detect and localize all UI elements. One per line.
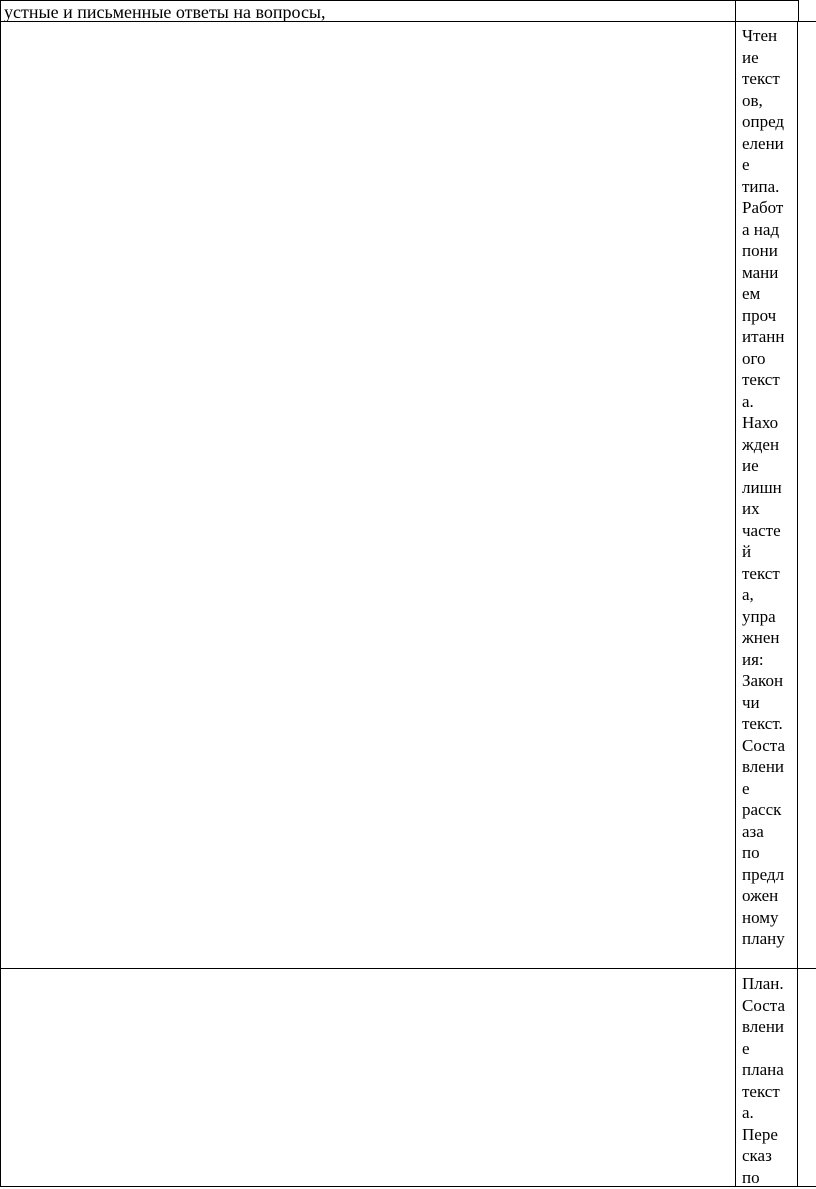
cell-line: лишн — [742, 477, 782, 497]
cell-line: по — [742, 1167, 760, 1187]
cell-line: плану — [742, 929, 785, 948]
cell-line: текст — [742, 69, 780, 88]
cell-line: жден — [742, 434, 780, 454]
cell-line: сказ — [742, 1146, 772, 1165]
cell-line: ожен — [742, 886, 779, 905]
cell-line: расск — [742, 800, 782, 819]
row1-text: устные и письменные ответы на вопросы, — [4, 2, 326, 22]
column-divider-2-top — [798, 0, 799, 22]
cell-line: Чтен — [742, 26, 778, 45]
cell-line: текст — [742, 563, 780, 583]
cell-line: жнен — [742, 628, 780, 647]
table-border-top — [0, 0, 799, 1]
cell-line: ов, — [742, 90, 763, 110]
cell-line: а. — [742, 391, 754, 411]
cell-line: текст — [742, 370, 780, 389]
cell-line: их — [742, 499, 760, 518]
cell-line: мани — [742, 262, 779, 282]
cell-line: влени — [742, 1017, 785, 1036]
cell-line: плана — [742, 1060, 784, 1079]
row2-bottom-border — [0, 968, 816, 969]
column-divider-2 — [797, 21, 798, 1187]
cell-line: е — [742, 778, 750, 798]
cell-line: ие — [742, 456, 759, 475]
cell-line: типа. — [742, 176, 780, 196]
cell-line: предл — [742, 864, 785, 884]
cell-line: а, — [742, 585, 754, 604]
column-divider-1 — [735, 0, 736, 1187]
cell-line: часте — [742, 520, 781, 540]
cell-line: План. — [742, 974, 784, 993]
cell-line: Соста — [742, 735, 785, 755]
cell-line: аза — [742, 821, 764, 841]
cell-line: ному — [742, 907, 779, 927]
cell-line: Пере — [742, 1124, 778, 1144]
cell-line: чи — [742, 692, 760, 712]
cell-line: проч — [742, 305, 777, 325]
cell-line: а. — [742, 1103, 754, 1122]
cell-line: ого — [742, 348, 766, 368]
cell-line: й — [742, 542, 752, 561]
cell-line: влени — [742, 757, 785, 776]
cell-line: пони — [742, 241, 778, 260]
cell-line: е — [742, 1038, 750, 1058]
cell-line: ия: — [742, 649, 764, 669]
cell-line: ем — [742, 284, 761, 303]
cell-line: текст — [742, 1081, 780, 1101]
cell-line: по — [742, 843, 760, 862]
row3-activity-cell — [742, 973, 790, 1188]
cell-line: текст. — [742, 714, 783, 733]
table-border-left — [0, 0, 1, 1187]
cell-line: ие — [742, 47, 759, 67]
cell-line: Соста — [742, 995, 785, 1015]
table-border-bottom — [0, 1186, 816, 1187]
cell-line: итанн — [742, 327, 785, 346]
cell-line: Закон — [742, 671, 784, 690]
cell-line: опред — [742, 112, 785, 131]
row2-activity-cell — [742, 25, 790, 950]
cell-line: е — [742, 155, 750, 174]
cell-line: Работ — [742, 198, 784, 217]
cell-line: елени — [742, 133, 784, 153]
cell-line: а над — [742, 219, 780, 239]
cell-line: упра — [742, 606, 776, 626]
cell-line: Нахо — [742, 413, 779, 432]
